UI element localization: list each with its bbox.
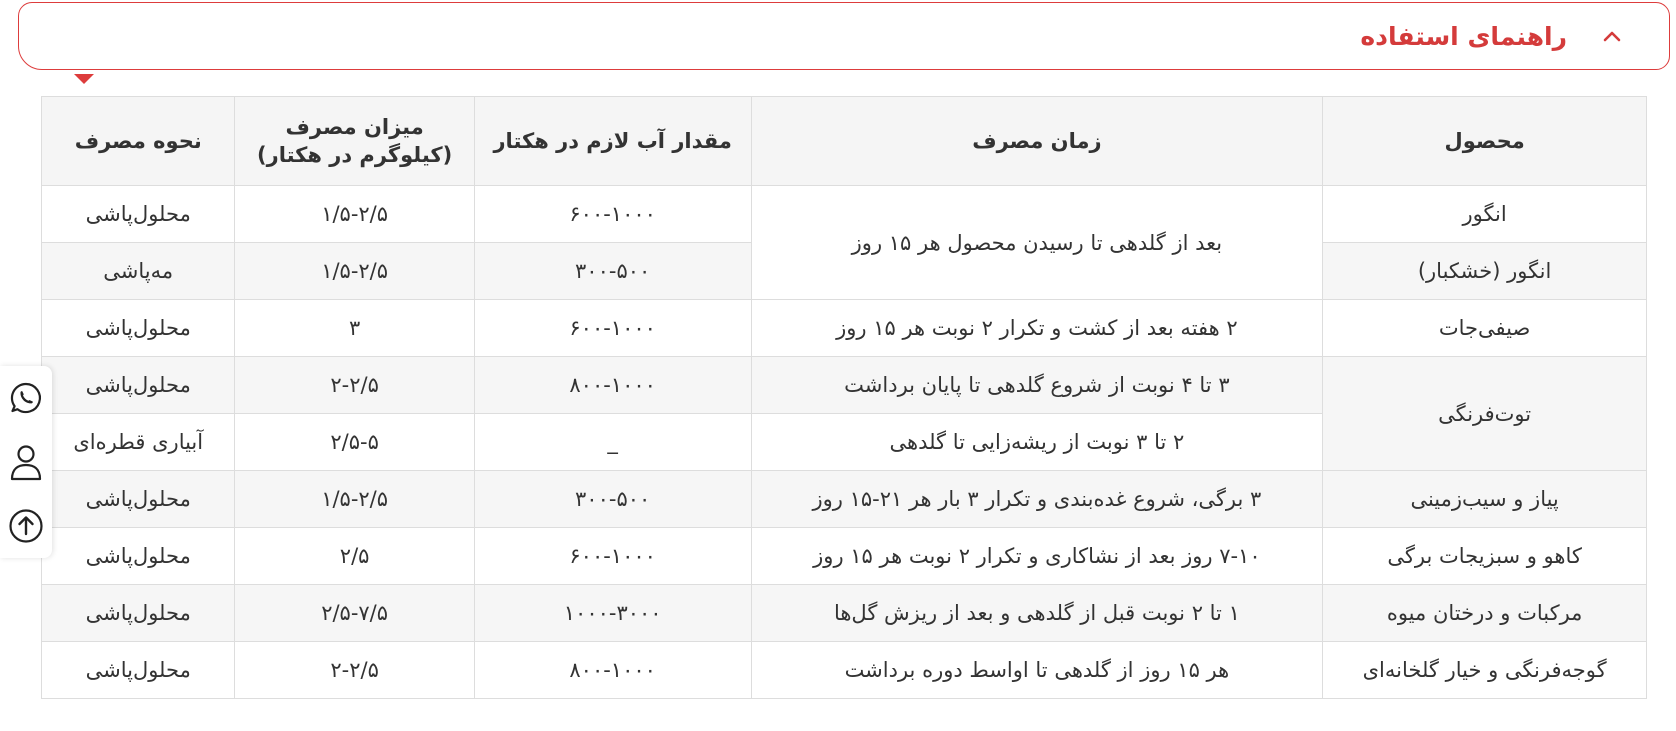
cell-rate: ۱/۵-۲/۵ — [235, 471, 474, 528]
cell-time: ۳ برگی، شروع غده‌بندی و تکرار ۳ بار هر ۲۱-۱۵ روز — [751, 471, 1323, 528]
cell-product: انگور (خشکبار) — [1323, 243, 1647, 300]
cell-product: کاهو و سبزیجات برگی — [1323, 528, 1647, 585]
header-rate-line1: میزان مصرف — [285, 114, 424, 139]
cell-water: ۶۰۰-۱۰۰۰ — [474, 186, 751, 243]
header-rate-line2: (کیلوگرم در هکتار) — [257, 143, 453, 167]
table-row — [42, 186, 1647, 243]
cell-product: انگور — [1323, 186, 1647, 243]
table-header-row — [42, 97, 1647, 186]
header-water: مقدار آب لازم در هکتار — [474, 97, 751, 186]
cell-water: ۳۰۰-۵۰۰ — [474, 243, 751, 300]
cell-method: محلول‌پاشی — [42, 357, 235, 414]
table-row — [42, 642, 1647, 699]
cell-method: مه‌پاشی — [42, 243, 235, 300]
usage-table — [41, 96, 1647, 699]
header-method: نحوه مصرف — [42, 97, 235, 186]
table-row — [42, 471, 1647, 528]
table-row — [42, 528, 1647, 585]
cell-water: ۶۰۰-۱۰۰۰ — [474, 300, 751, 357]
cell-product: گوجه‌فرنگی و خیار گلخانه‌ای — [1323, 642, 1647, 699]
cell-product: پیاز و سیب‌زمینی — [1323, 471, 1647, 528]
header-time: زمان مصرف — [751, 97, 1323, 186]
cell-rate: ۲-۲/۵ — [235, 357, 474, 414]
cell-product: توت‌فرنگی — [1323, 357, 1647, 471]
cell-time: ۷-۱۰ روز بعد از نشاکاری و تکرار ۲ نوبت هر ۱۵ روز — [751, 528, 1323, 585]
cell-product: صیفی‌جات — [1323, 300, 1647, 357]
cell-time: ۲ هفته بعد از کشت و تکرار ۲ نوبت هر ۱۵ روز — [751, 300, 1323, 357]
cell-water: ۸۰۰-۱۰۰۰ — [474, 357, 751, 414]
cell-method: آبیاری قطره‌ای — [42, 414, 235, 471]
table-row — [42, 357, 1647, 414]
cell-method: محلول‌پاشی — [42, 585, 235, 642]
cell-rate: ۳ — [235, 300, 474, 357]
cell-method: محلول‌پاشی — [42, 300, 235, 357]
accordion-pointer — [74, 74, 94, 84]
cell-rate: ۱/۵-۲/۵ — [235, 186, 474, 243]
cell-rate: ۲/۵-۷/۵ — [235, 585, 474, 642]
cell-water: ۸۰۰-۱۰۰۰ — [474, 642, 751, 699]
cell-rate: ۱/۵-۲/۵ — [235, 243, 474, 300]
scroll-top-icon[interactable] — [8, 508, 44, 544]
user-icon[interactable] — [8, 444, 44, 480]
chevron-up-icon[interactable] — [1603, 27, 1621, 45]
cell-water: _ — [474, 414, 751, 471]
cell-rate: ۲/۵ — [235, 528, 474, 585]
cell-time: ۱ تا ۲ نوبت قبل از گلدهی و بعد از ریزش گل‌ها — [751, 585, 1323, 642]
table-row — [42, 585, 1647, 642]
cell-method: محلول‌پاشی — [42, 471, 235, 528]
table-row — [42, 300, 1647, 357]
usage-guide-accordion[interactable] — [18, 2, 1670, 70]
accordion-title[interactable]: راهنمای استفاده — [1360, 21, 1567, 51]
header-product: محصول — [1323, 97, 1647, 186]
cell-method: محلول‌پاشی — [42, 528, 235, 585]
cell-time: ۲ تا ۳ نوبت از ریشه‌زایی تا گلدهی — [751, 414, 1323, 471]
cell-method: محلول‌پاشی — [42, 642, 235, 699]
cell-time: بعد از گلدهی تا رسیدن محصول هر ۱۵ روز — [751, 186, 1323, 300]
cell-rate: ۲/۵-۵ — [235, 414, 474, 471]
cell-time: ۳ تا ۴ نوبت از شروع گلدهی تا پایان برداشت — [751, 357, 1323, 414]
cell-product: مرکبات و درختان میوه — [1323, 585, 1647, 642]
cell-water: ۱۰۰۰-۳۰۰۰ — [474, 585, 751, 642]
cell-water: ۳۰۰-۵۰۰ — [474, 471, 751, 528]
cell-method: محلول‌پاشی — [42, 186, 235, 243]
floating-side-bar — [0, 366, 52, 558]
header-rate — [235, 97, 474, 186]
whatsapp-icon[interactable] — [8, 380, 44, 416]
cell-rate: ۲-۲/۵ — [235, 642, 474, 699]
cell-time: هر ۱۵ روز از گلدهی تا اواسط دوره برداشت — [751, 642, 1323, 699]
cell-water: ۶۰۰-۱۰۰۰ — [474, 528, 751, 585]
